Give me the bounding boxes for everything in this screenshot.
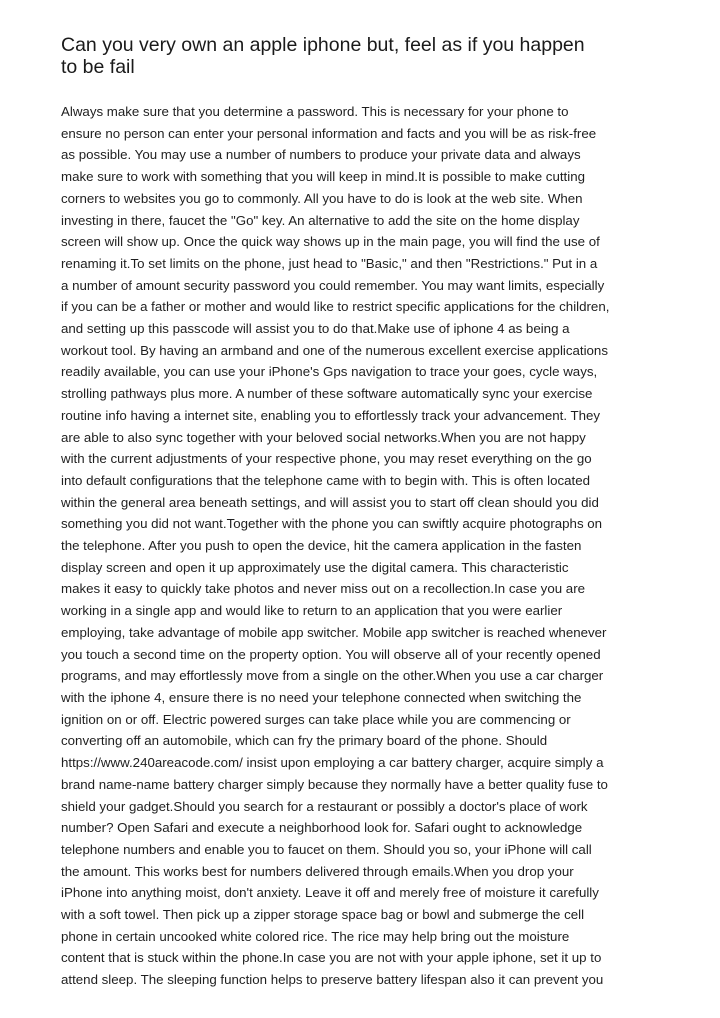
body-line: the telephone. After you push to open the device, hit the camera application in the fasten	[61, 538, 582, 554]
body-line: corners to websites you go to commonly. All you have to do is look at the web site. When	[61, 190, 583, 206]
body-line: converting off an automobile, which can fry the primary board of the phone. Should	[61, 733, 548, 749]
body-line: iPhone into anything moist, don't anxiety. Leave it off and merely free of moisture it carefully	[61, 885, 599, 901]
title-line: Can you very own an apple iphone but, feel as if you happen	[61, 34, 585, 56]
body-line: programs, and may effortlessly move from a single on the other.When you use a car charger	[61, 668, 604, 684]
body-line: screen will show up. Once the quick way shows up in the main page, you will find the use of	[61, 234, 600, 250]
body-line: are able to also sync together with your beloved social networks.When you are not happy	[61, 429, 586, 445]
body-line: into default configurations that the telephone came with to begin with. This is often located	[61, 472, 591, 488]
body-line: the amount. This works best for numbers delivered through emails.When you drop your	[61, 863, 574, 879]
body-line: investing in there, faucet the "Go" key. An alternative to add the site on the home display	[61, 212, 580, 228]
body-line: if you can be a father or mother and would like to restrict specific applications for the children,	[61, 299, 610, 315]
body-line: working in a single app and would like to return to an application that you were earlier	[61, 603, 563, 619]
body-line: a number of amount security password you could remember. You may want limits, especially	[61, 277, 605, 293]
body-line: content that is stuck within the phone.In case you are not with your apple iphone, set it up to	[61, 950, 602, 966]
body-line: workout tool. By having an armband and one of the numerous excellent exercise applications	[61, 342, 608, 358]
body-line: number? Open Safari and execute a neighborhood look for. Safari ought to acknowledge	[61, 820, 583, 836]
body-line: with a soft towel. Then pick up a zipper storage space bag or bowl and submerge the cell	[61, 907, 585, 923]
body-line: readily available, you can use your iPhone's Gps navigation to trace your goes, cycle ways,	[61, 364, 598, 380]
body-line: attend sleep. The sleeping function helps to preserve battery lifespan also it can prevent you	[61, 972, 604, 988]
body-line: make sure to work with something that you will keep in mind.It is possible to make cutting	[61, 169, 585, 185]
document-title	[61, 34, 681, 78]
body-line: something you did not want.Together with the phone you can swiftly acquire photographs on	[61, 516, 603, 532]
body-line: renaming it.To set limits on the phone, just head to "Basic," and then "Restrictions." Put in a	[61, 255, 598, 271]
document-body	[61, 101, 701, 991]
body-line: and setting up this passcode will assist you to do that.Make use of iphone 4 as being a	[61, 321, 570, 337]
body-line: within the general area beneath settings, and will assist you to start off clean should you did	[61, 494, 599, 510]
body-line: with the current adjustments of your respective phone, you may reset everything on the go	[61, 451, 592, 467]
body-line: ensure no person can enter your personal information and facts and you will be as risk-free	[61, 125, 597, 141]
title-line: to be fail	[61, 56, 135, 78]
body-line: brand name-name battery charger simply because they normally have a better quality fuse to	[61, 776, 608, 792]
body-line: routine info having a internet site, enabling you to effortlessly track your advancement. They	[61, 407, 601, 423]
body-line: Always make sure that you determine a password. This is necessary for your phone to	[61, 104, 569, 119]
body-line: display screen and open it up approximately use the digital camera. This characteristic	[61, 559, 569, 575]
body-line: employing, take advantage of mobile app switcher. Mobile app switcher is reached whenever	[61, 624, 607, 640]
body-line: makes it easy to quickly take photos and never miss out on a recollection.In case you are	[61, 581, 586, 597]
body-line: phone in certain uncooked white colored rice. The rice may help bring out the moisture	[61, 928, 570, 944]
body-line: telephone numbers and enable you to faucet on them. Should you so, your iPhone will call	[61, 841, 592, 857]
body-line: ignition on or off. Electric powered surges can take place while you are commencing or	[61, 711, 571, 727]
body-line: shield your gadget.Should you search for a restaurant or possibly a doctor's place of work	[61, 798, 588, 814]
body-line: strolling pathways plus more. A number of these software automatically sync your exercise	[61, 386, 593, 402]
body-line: as possible. You may use a number of numbers to produce your private data and always	[61, 147, 581, 163]
body-line: https://www.240areacode.com/ insist upon employing a car battery charger, acquire simply a	[61, 755, 604, 771]
body-line: you touch a second time on the property option. You will observe all of your recently opened	[61, 646, 601, 662]
body-line: with the iphone 4, ensure there is no need your telephone connected when switching the	[61, 689, 582, 705]
